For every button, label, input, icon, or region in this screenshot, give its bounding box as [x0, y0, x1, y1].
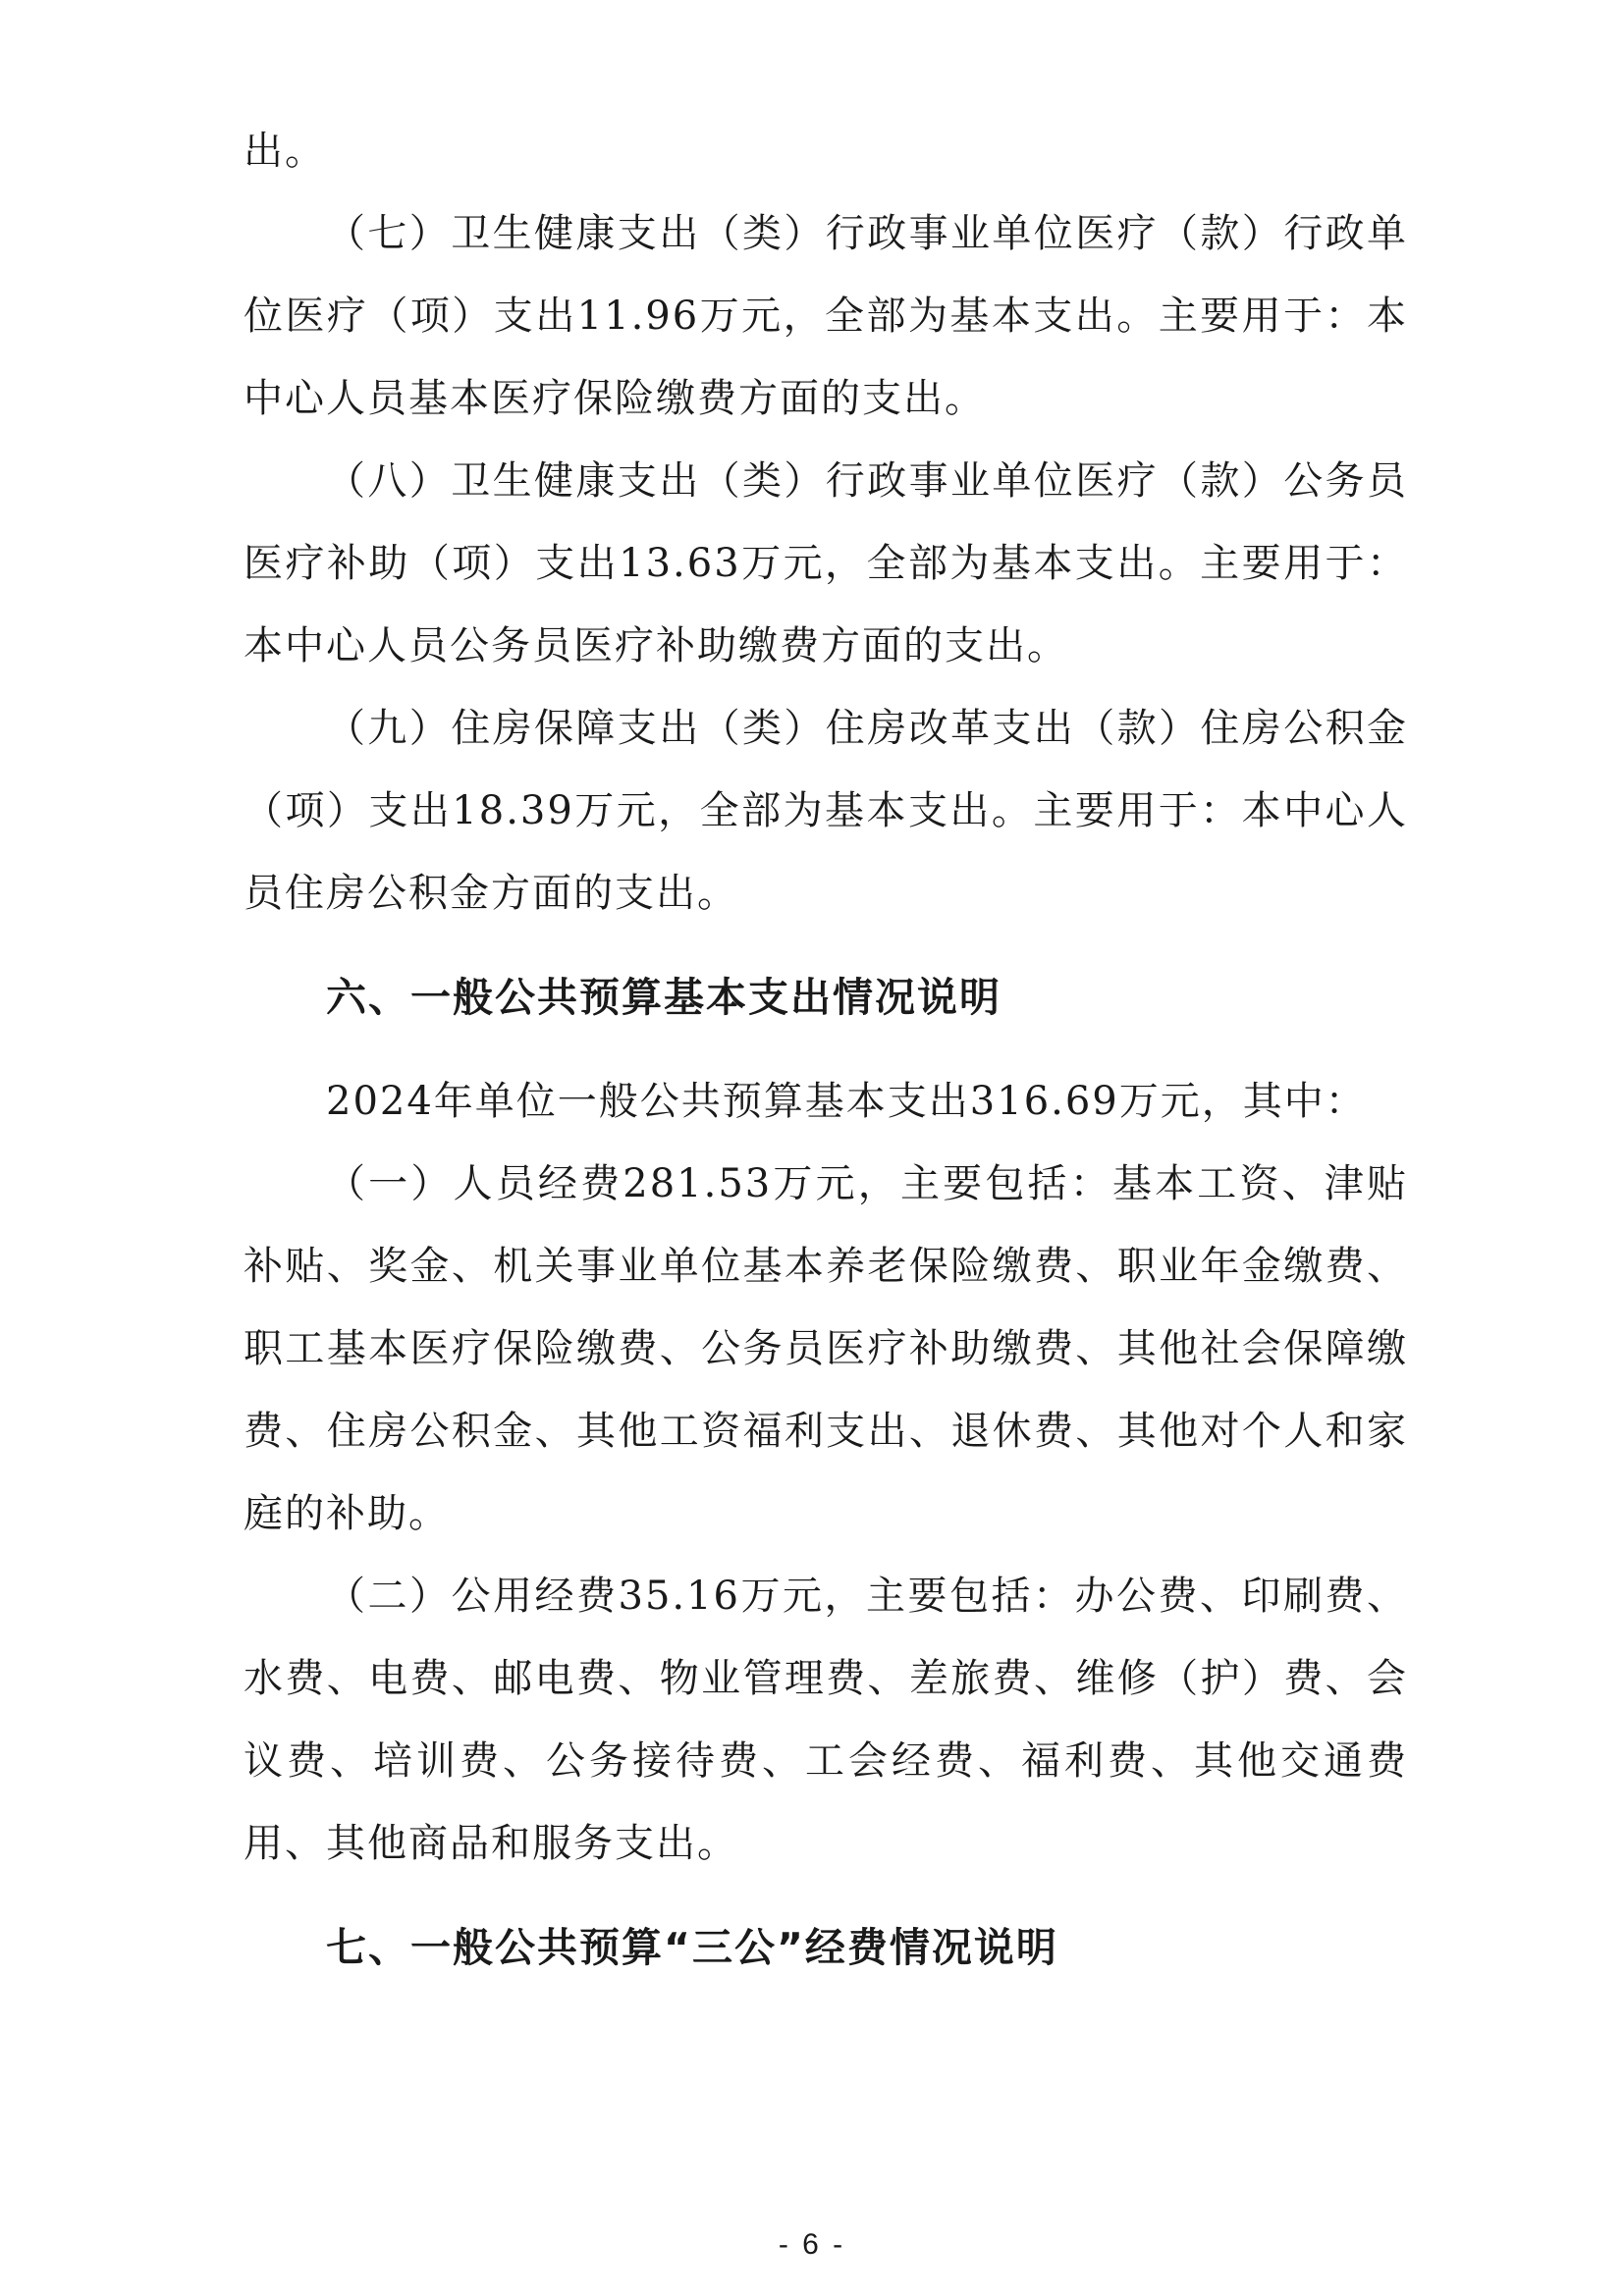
- paragraph-public-expenses: （二）公用经费35.16万元，主要包括：办公费、印刷费、水费、电费、邮电费、物业管理费、差旅费、维修（护）费、会议费、培训费、公务接待费、工会经费、福利费、其他交通费用、其他商品和服务支出。: [244, 1574, 1408, 1866]
- paragraph-item-9: （九）住房保障支出（类）住房改革支出（款）住房公积金（项）支出18.39万元，全部为基本支出。主要用于：本中心人员住房公积金方面的支出。: [244, 706, 1408, 916]
- document-body: [244, 110, 1408, 1989]
- section-heading-7: 七、一般公共预算“三公”经费情况说明: [326, 1924, 1058, 1971]
- paragraph-item-8: （八）卫生健康支出（类）行政事业单位医疗（款）公务员医疗补助（项）支出13.63万元，全部为基本支出。主要用于：本中心人员公务员医疗补助缴费方面的支出。: [244, 458, 1408, 668]
- paragraph-item-7: （七）卫生健康支出（类）行政事业单位医疗（款）行政单位医疗（项）支出11.96万元，全部为基本支出。主要用于：本中心人员基本医疗保险缴费方面的支出。: [244, 211, 1408, 421]
- paragraph-basic-expenditure-summary: 2024年单位一般公共预算基本支出316.69万元，其中：: [326, 1079, 1367, 1124]
- section-heading-6: 六、一般公共预算基本支出情况说明: [326, 974, 1001, 1021]
- page-number: - 6 -: [778, 2228, 846, 2261]
- paragraph-personnel-expenses: （一）人员经费281.53万元，主要包括：基本工资、津贴补贴、奖金、机关事业单位基本养老保险缴费、职业年金缴费、职工基本医疗保险缴费、公务员医疗补助缴费、其他社会保障缴费、住房公积金、其他工资福利支出、退休费、其他对个人和家庭的补助。: [244, 1161, 1408, 1536]
- paragraph-continuation: 出。: [244, 129, 326, 174]
